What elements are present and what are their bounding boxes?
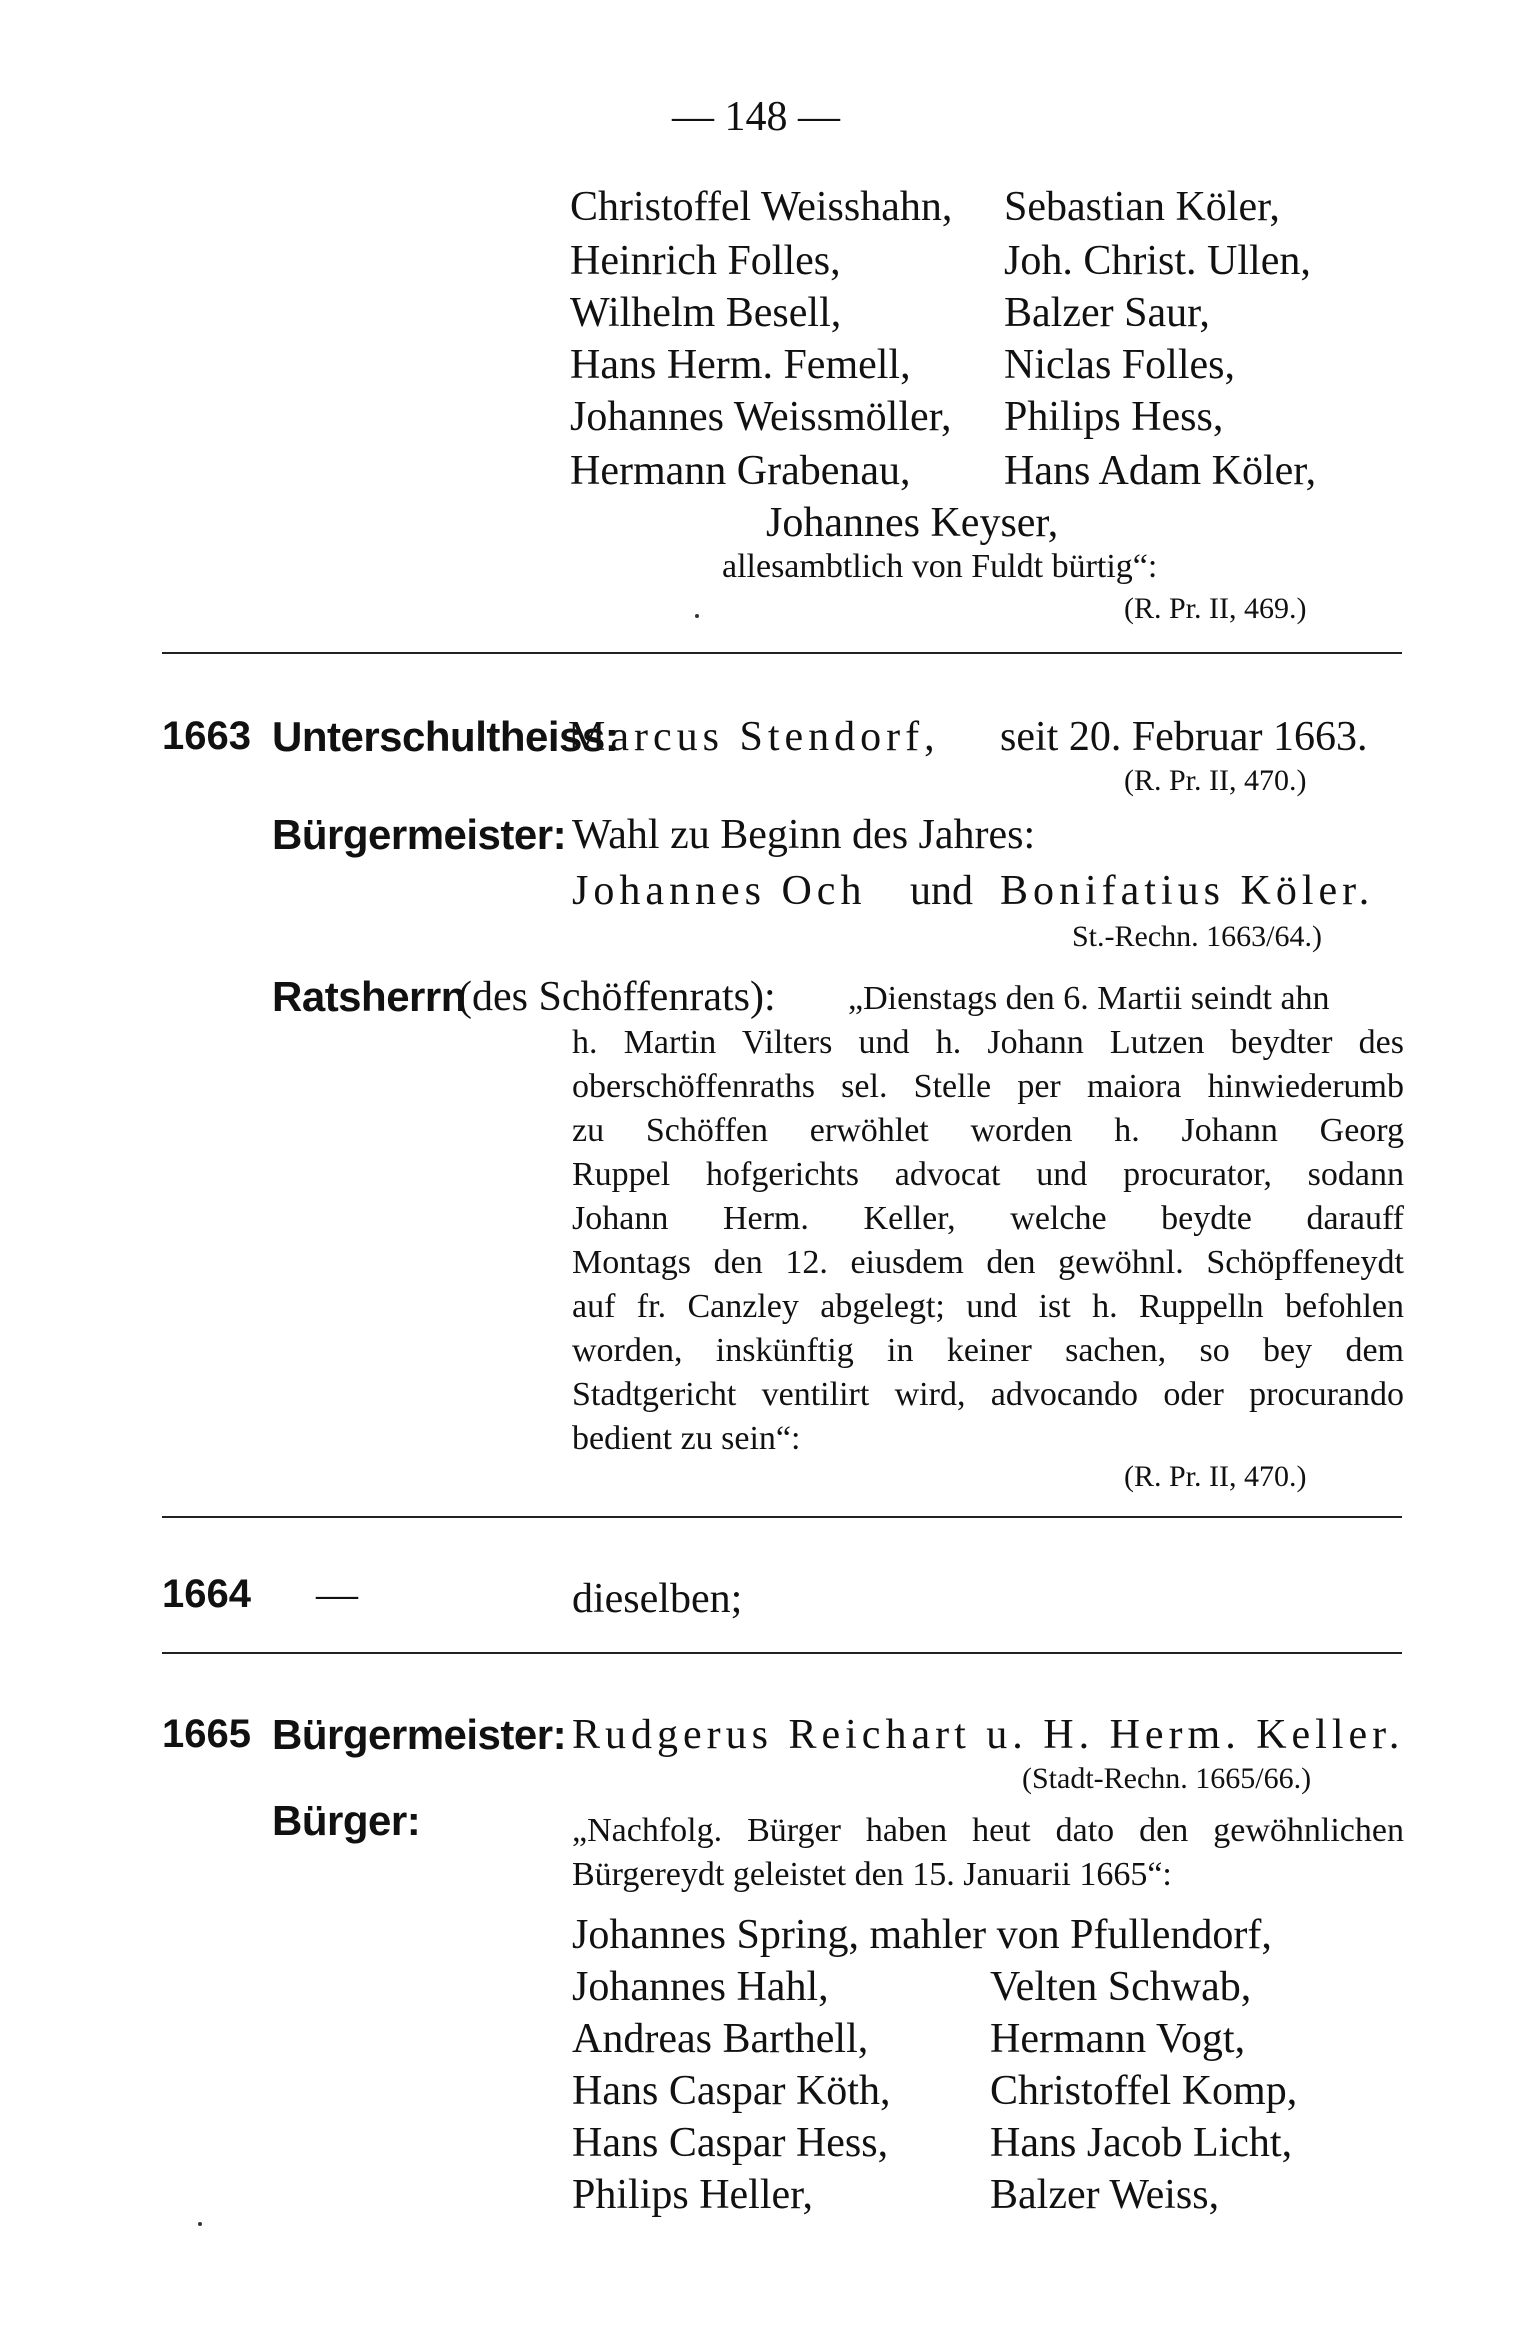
quote-line-5: Johann Herm. Keller, welche beydte darauff: [572, 1200, 1404, 1237]
quote-line-8: worden, inskünftig in keiner sachen, so bey dem: [572, 1332, 1404, 1369]
buerger-label: Bürger:: [272, 1797, 421, 1844]
mayor-names-und: und: [910, 868, 973, 914]
divider-1: [162, 652, 1402, 654]
name-right-2: Joh. Christ. Ullen,: [1004, 238, 1311, 284]
quote-line-6: Montags den 12. eiusdem den gewöhnl. Schöpffeneydt: [572, 1244, 1404, 1281]
citizen-right-3: Christoffel Komp,: [990, 2068, 1298, 2114]
origin-note: allesambtlich von Fuldt bürtig“:: [722, 548, 1158, 585]
citizen-left-1: Johannes Hahl,: [572, 1964, 829, 2010]
ratsherrn-quote-first: „Dienstags den 6. Martii seindt ahn: [848, 980, 1330, 1017]
name-right-5: Philips Hess,: [1004, 394, 1224, 440]
mayor-name-och: Johannes Och: [572, 868, 867, 914]
name-right-4: Niclas Folles,: [1004, 342, 1235, 388]
citizen-left-3: Hans Caspar Köth,: [572, 2068, 891, 2114]
election-note: Wahl zu Beginn des Jahres:: [572, 812, 1036, 858]
divider-2: [162, 1516, 1402, 1518]
name-left-4: Hans Herm. Femell,: [570, 342, 911, 388]
quote-line-1: h. Martin Vilters und h. Johann Lutzen beydter des: [572, 1024, 1404, 1061]
citizen-right-4: Hans Jacob Licht,: [990, 2120, 1293, 2166]
mayor-name-koeler: Bonifatius Köler.: [1000, 868, 1375, 914]
year-1663: 1663: [162, 714, 251, 758]
citizen-right-2: Hermann Vogt,: [990, 2016, 1246, 2062]
quote-line-10: bedient zu sein“:: [572, 1420, 801, 1457]
citizen-first: Johannes Spring, mahler von Pfullendorf,: [572, 1912, 1272, 1958]
buerger-quote-line-1: „Nachfolg. Bürger haben heut dato den gewöhnlichen: [572, 1812, 1404, 1849]
name-left-6: Hermann Grabenau,: [570, 448, 911, 494]
unterschultheiss-name: Marcus Stendorf,: [568, 714, 940, 760]
citizen-left-5: Philips Heller,: [572, 2172, 813, 2218]
buergermeister-label-1663: Bürgermeister:: [272, 811, 567, 858]
quote-line-2: oberschöffenraths sel. Stelle per maiora hinwiederumb: [572, 1068, 1404, 1105]
unterschultheiss-since: seit 20. Februar 1663.: [1000, 714, 1368, 760]
speck-mark: [695, 614, 699, 618]
year-1664-text: dieselben;: [572, 1576, 743, 1622]
name-right-3: Balzer Saur,: [1004, 290, 1210, 336]
quote-line-7: auf fr. Canzley abgelegt; und ist h. Ruppelln befohlen: [572, 1288, 1404, 1325]
quote-line-4: Ruppel hofgerichts advocat und procurator, sodann: [572, 1156, 1404, 1193]
mayor-names-1665: Rudgerus Reichart u. H. Herm. Keller.: [572, 1712, 1405, 1758]
name-left-5: Johannes Weissmöller,: [570, 394, 952, 440]
divider-3: [162, 1652, 1402, 1654]
year-1665: 1665: [162, 1712, 251, 1756]
buerger-quote-line-2: Bürgereydt geleistet den 15. Januarii 1665“:: [572, 1856, 1172, 1893]
ratsherrn-sub: (des Schöffenrats):: [458, 974, 776, 1020]
citizen-left-2: Andreas Barthell,: [572, 2016, 869, 2062]
speck-mark-bottom: [198, 2222, 202, 2226]
citation-stadt-rechn: (Stadt-Rechn. 1665/66.): [1022, 1762, 1312, 1795]
citation-st-rechn: St.-Rechn. 1663/64.): [1072, 920, 1322, 953]
name-right-6: Hans Adam Köler,: [1004, 448, 1317, 494]
name-right-1: Sebastian Köler,: [1004, 184, 1280, 230]
quote-line-3: zu Schöffen erwöhlet worden h. Johann Georg: [572, 1112, 1404, 1149]
citation-470-b: (R. Pr. II, 470.): [1124, 1460, 1307, 1493]
citizen-right-5: Balzer Weiss,: [990, 2172, 1220, 2218]
citation-470-a: (R. Pr. II, 470.): [1124, 764, 1307, 797]
name-center: Johannes Keyser,: [766, 500, 1059, 546]
buergermeister-label-1665: Bürgermeister:: [272, 1711, 567, 1758]
page-number: — 148 —: [672, 94, 840, 140]
citizen-right-1: Velten Schwab,: [990, 1964, 1252, 2010]
name-left-2: Heinrich Folles,: [570, 238, 841, 284]
citizen-left-4: Hans Caspar Hess,: [572, 2120, 889, 2166]
year-1664: 1664: [162, 1572, 251, 1616]
ratsherrn-label: Ratsherrn: [272, 973, 466, 1020]
citation-469: (R. Pr. II, 469.): [1124, 592, 1307, 625]
quote-line-9: Stadtgericht ventilirt wird, advocando oder procurando: [572, 1376, 1404, 1413]
year-1664-dash: —: [316, 1572, 358, 1618]
unterschultheiss-label: Unterschultheiss:: [272, 713, 619, 760]
name-left-1: Christoffel Weisshahn,: [570, 184, 953, 230]
name-left-3: Wilhelm Besell,: [570, 290, 842, 336]
